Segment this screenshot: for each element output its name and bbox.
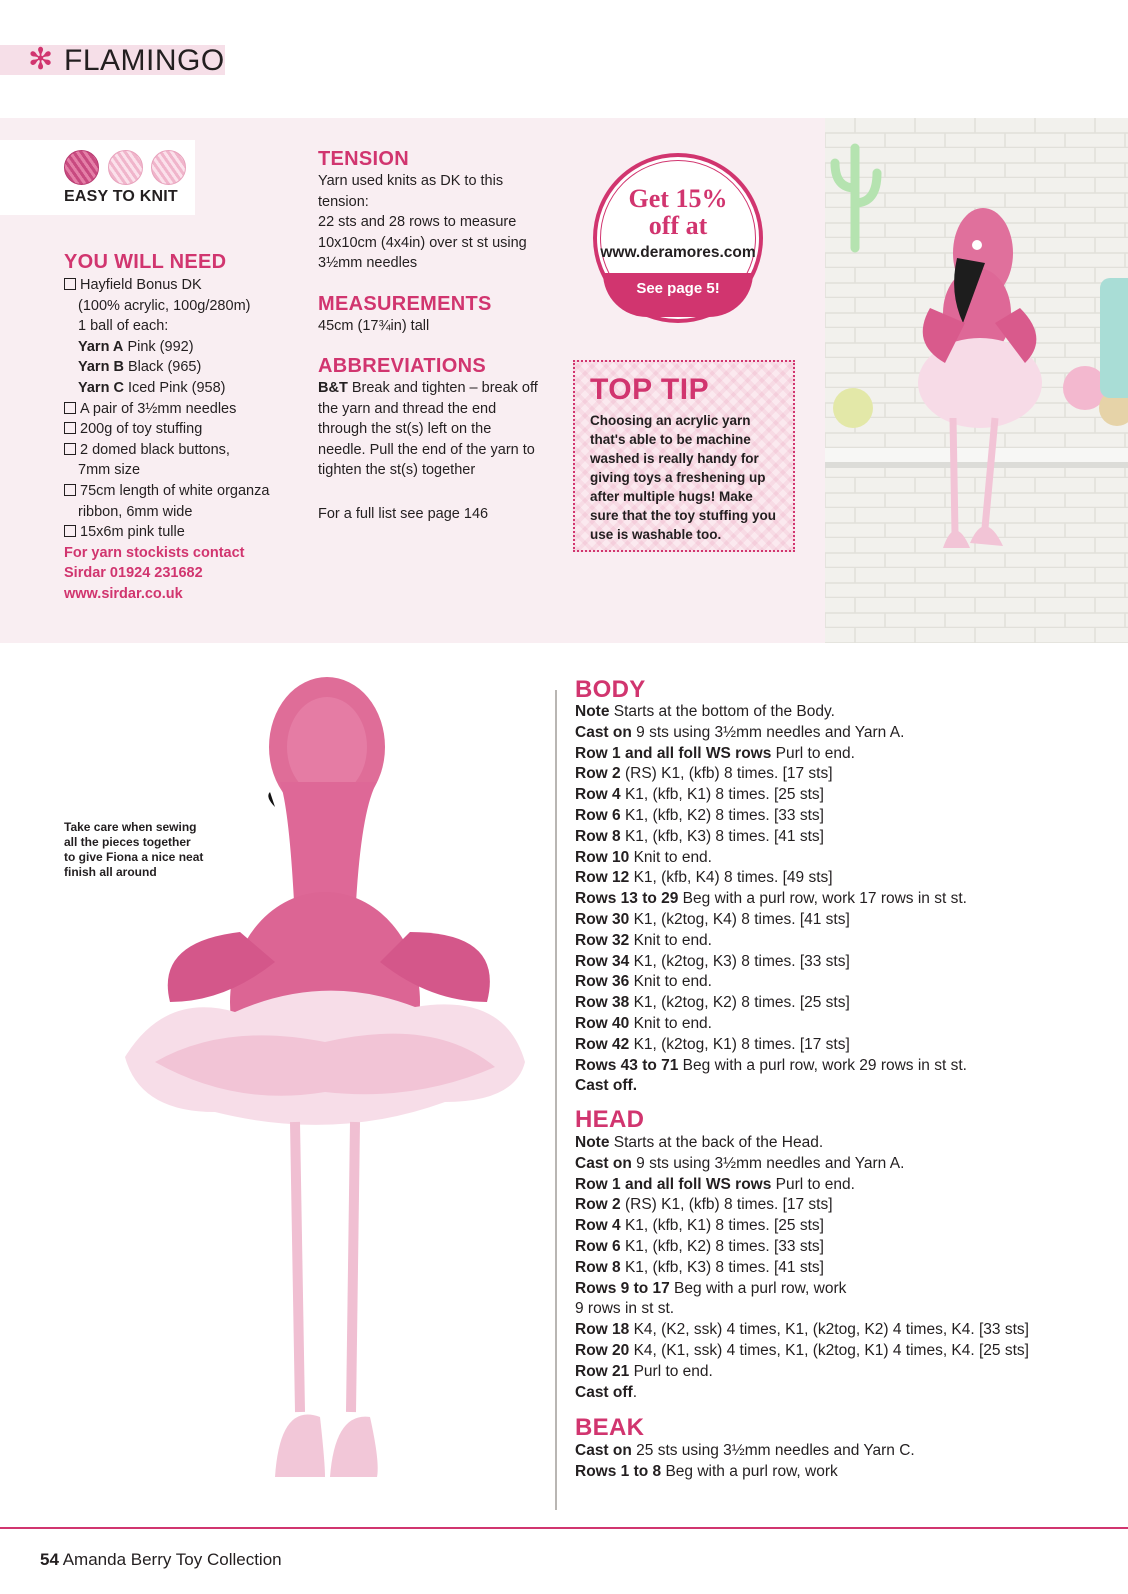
row-text: Purl to end. (771, 1175, 855, 1193)
row-label: Cast on (575, 723, 632, 741)
measurements-text: 45cm (17¾in) tall (318, 318, 430, 334)
row-text: Knit to end. (629, 1014, 712, 1032)
checkbox-icon (64, 525, 76, 537)
text-line: 3½mm needles (318, 255, 418, 272)
row-text: 9 sts using 3½mm needles and Yarn A. (631, 723, 905, 741)
row-label: Cast off. (575, 1077, 637, 1095)
yarn-colour: Black (965) (127, 359, 202, 376)
instruction-row (575, 1258, 1055, 1279)
checkbox-icon (64, 443, 76, 455)
instruction-row (575, 1035, 1055, 1056)
row-label: Row 32 (575, 931, 630, 949)
yarn-colour: Pink (992) (127, 338, 194, 355)
row-text: K1, (kfb, K3) 8 times. [41 sts] (620, 827, 824, 845)
instruction-row (575, 1441, 1055, 1462)
row-label: Row 6 (575, 806, 621, 824)
material-detail: (100% acrylic, 100g/280m) (78, 297, 251, 314)
caption-line: Take care when sewing (64, 820, 197, 834)
offer-headline (593, 185, 763, 239)
material-item: 75cm length of white organza (80, 482, 270, 499)
row-text: K4, (K2, ssk) 4 times, K1, (k2tog, K2) 4 times, K4. [33 sts] (629, 1321, 1029, 1339)
shelf-photo-illustration (825, 118, 1128, 643)
row-label: Row 36 (575, 973, 630, 991)
row-text: (RS) K1, (kfb) 8 times. [17 sts] (620, 1196, 833, 1214)
text-line: after multiple hugs! Make (590, 489, 753, 504)
row-text: K4, (K1, ssk) 4 times, K1, (k2tog, K1) 4 times, K4. [25 sts] (629, 1341, 1029, 1359)
checkbox-icon (64, 278, 76, 290)
instruction-row (575, 931, 1055, 952)
abbreviation-term: B&T (318, 380, 348, 396)
you-will-need-heading: YOU WILL NEED (64, 251, 227, 273)
instruction-row (575, 1320, 1055, 1341)
tension-heading: TENSION (318, 148, 409, 170)
instruction-row (575, 972, 1055, 993)
page-title: FLAMINGO (64, 44, 225, 77)
row-label: Row 6 (575, 1237, 621, 1255)
row-text: K1, (kfb, K2) 8 times. [33 sts] (620, 1237, 824, 1255)
row-text: (RS) K1, (kfb) 8 times. [17 sts] (620, 765, 833, 783)
yarn-label: Yarn A (78, 338, 124, 355)
text-line: sure that the toy stuffing you (590, 508, 777, 523)
row-label: Row 21 (575, 1362, 630, 1380)
stockist-contact: For yarn stockists contact (64, 544, 245, 561)
instruction-row (575, 952, 1055, 973)
instruction-row (575, 1154, 1055, 1175)
instruction-row (575, 723, 1055, 744)
row-label: Row 1 and all foll WS rows (575, 1175, 772, 1193)
row-label: Row 42 (575, 1035, 630, 1053)
row-label: Row 12 (575, 869, 630, 887)
row-text: Knit to end. (629, 931, 712, 949)
top-tip-text (590, 411, 790, 544)
text-line: Choosing an acrylic yarn (590, 413, 751, 428)
publication-title: Amanda Berry Toy Collection (62, 1550, 282, 1569)
abbreviations-heading: ABBREVIATIONS (318, 355, 486, 377)
instruction-row (575, 785, 1055, 806)
material-item: 200g of toy stuffing (80, 421, 203, 438)
row-label: Cast on (575, 1442, 632, 1459)
row-label: Row 2 (575, 765, 621, 783)
text-line: tighten the st(s) together (318, 462, 476, 479)
row-label: Row 18 (575, 1321, 630, 1339)
checkbox-icon (64, 422, 76, 434)
row-text: K1, (k2tog, K3) 8 times. [33 sts] (629, 952, 850, 970)
text-line: that's able to be machine (590, 432, 751, 447)
instruction-row (575, 1216, 1055, 1237)
material-item: 15x6m pink tulle (80, 524, 185, 541)
row-label: Row 2 (575, 1196, 621, 1214)
instruction-row (575, 868, 1055, 889)
instruction-row (575, 1299, 1055, 1320)
row-label: Row 1 and all foll WS rows (575, 744, 772, 762)
row-text: K1, (k2tog, K2) 8 times. [25 sts] (629, 994, 850, 1012)
material-item: 2 domed black buttons, (80, 441, 230, 458)
row-text: Purl to end. (629, 1362, 713, 1380)
row-label: Rows 43 to 71 (575, 1056, 679, 1074)
row-text: Beg with a purl row, work (661, 1462, 838, 1480)
offer-url[interactable]: www.deramores.com (600, 244, 756, 261)
text-line: washed is really handy for (590, 451, 759, 466)
row-text: Knit to end. (629, 848, 712, 866)
row-label: Row 10 (575, 848, 630, 866)
row-text: K1, (kfb, K1) 8 times. [25 sts] (620, 786, 824, 804)
tension-text (318, 171, 533, 274)
flamingo-shelf-photo (825, 118, 1128, 643)
row-text: Knit to end. (629, 973, 712, 991)
yarn-label: Yarn B (78, 359, 124, 376)
beak-instructions (575, 1441, 1055, 1483)
offer-see-page: See page 5! (636, 280, 720, 297)
row-text: K1, (kfb, K3) 8 times. [41 sts] (620, 1258, 824, 1276)
instruction-row (575, 1175, 1055, 1196)
material-item: Hayfield Bonus DK (80, 277, 202, 293)
row-label: Row 30 (575, 910, 630, 928)
measurements-heading: MEASUREMENTS (318, 293, 492, 315)
caption-line: finish all around (64, 865, 157, 879)
head-instructions (575, 1133, 1055, 1403)
text-line: 22 sts and 28 rows to measure (318, 214, 517, 231)
offer-line: off at (648, 211, 708, 240)
row-text: Starts at the back of the Head. (609, 1134, 824, 1151)
row-text: 9 sts using 3½mm needles and Yarn A. (631, 1154, 905, 1172)
abbreviations-text (318, 378, 540, 481)
body-instructions (575, 702, 1055, 1097)
body-heading: BODY (575, 676, 646, 703)
text-line: giving toys a freshening up (590, 470, 766, 485)
caption-line: to give Fiona a nice neat (64, 850, 204, 864)
row-text: K1, (kfb, K4) 8 times. [49 sts] (629, 869, 833, 887)
checkbox-icon (64, 484, 76, 496)
instruction-row (575, 1133, 1055, 1154)
row-text: K1, (k2tog, K4) 8 times. [41 sts] (629, 910, 850, 928)
instruction-row (575, 744, 1055, 765)
row-text: 25 sts using 3½mm needles and Yarn C. (631, 1442, 915, 1459)
row-text: K1, (kfb, K2) 8 times. [33 sts] (620, 806, 824, 824)
row-label: Row 20 (575, 1341, 630, 1359)
yarn-colour: Iced Pink (958) (127, 379, 226, 396)
offer-line: Get 15% (628, 184, 728, 213)
row-label: Row 34 (575, 952, 630, 970)
difficulty-label: EASY TO KNIT (64, 188, 178, 205)
instruction-row (575, 764, 1055, 785)
beak-heading: BEAK (575, 1414, 645, 1441)
text-line: the yarn and thread the end (318, 400, 497, 417)
instruction-row (575, 1279, 1055, 1300)
page-number: 54 (40, 1550, 59, 1569)
flamingo-photo (115, 672, 545, 1494)
row-label: Row 4 (575, 1217, 621, 1235)
instruction-row (575, 1195, 1055, 1216)
row-label: Note (575, 1134, 610, 1151)
row-text: Purl to end. (771, 744, 855, 762)
instruction-row (575, 993, 1055, 1014)
row-text: Beg with a purl row, work (669, 1279, 847, 1297)
yarn-ball-icon (108, 150, 143, 185)
material-detail: ribbon, 6mm wide (78, 503, 193, 520)
row-text: Beg with a purl row, work 29 rows in st st. (678, 1056, 967, 1074)
footer (40, 1550, 282, 1570)
instruction-row (575, 1462, 1055, 1483)
footer-rule (0, 1527, 1128, 1529)
yarn-ball-icon (151, 150, 186, 185)
text-line: tension: (318, 193, 369, 210)
instruction-row (575, 806, 1055, 827)
row-label: Rows 13 to 29 (575, 890, 679, 908)
instruction-row (575, 1383, 1055, 1404)
row-text: 9 rows in st st. (575, 1300, 675, 1318)
instruction-row (575, 848, 1055, 869)
row-label: Row 8 (575, 1258, 621, 1276)
instruction-row (575, 1076, 1055, 1097)
row-label: Note (575, 703, 610, 720)
row-label: Cast off (575, 1383, 633, 1401)
text-line: needle. Pull the end of the yarn to (318, 441, 535, 458)
instruction-row (575, 1237, 1055, 1258)
instruction-row (575, 1341, 1055, 1362)
instruction-row (575, 827, 1055, 848)
instruction-row (575, 1362, 1055, 1383)
caption-line: all the pieces together (64, 835, 191, 849)
material-detail: 1 ball of each: (78, 318, 169, 335)
materials-list (64, 275, 284, 605)
row-text: Starts at the bottom of the Body. (609, 703, 835, 720)
top-tip-heading: TOP TIP (590, 373, 710, 406)
row-text: . (632, 1383, 638, 1401)
material-item: A pair of 3½mm needles (80, 400, 237, 417)
instruction-row (575, 702, 1055, 723)
instruction-row (575, 1056, 1055, 1077)
text-line: use is washable too. (590, 527, 722, 542)
instruction-row (575, 889, 1055, 910)
stockist-url: www.sirdar.co.uk (64, 585, 183, 602)
text-line: through the st(s) left on the (318, 421, 492, 438)
row-label: Row 4 (575, 786, 621, 804)
instruction-row (575, 910, 1055, 931)
material-detail: 7mm size (78, 462, 141, 479)
text-line: 10x10cm (4x4in) over st st using (318, 234, 527, 251)
text-line: Break and tighten – break off (347, 380, 538, 396)
instruction-row (575, 1014, 1055, 1035)
column-divider (555, 690, 557, 1510)
row-text: K1, (kfb, K1) 8 times. [25 sts] (620, 1217, 824, 1235)
text-line: Yarn used knits as DK to this (318, 173, 504, 189)
photo-caption (64, 820, 214, 880)
yarn-label: Yarn C (78, 379, 124, 396)
row-text: Beg with a purl row, work 17 rows in st st. (678, 890, 967, 908)
row-label: Row 40 (575, 1014, 630, 1032)
row-label: Rows 9 to 17 (575, 1279, 670, 1297)
row-label: Row 38 (575, 994, 630, 1012)
checkbox-icon (64, 402, 76, 414)
head-heading: HEAD (575, 1106, 645, 1133)
yarn-ball-icon (64, 150, 99, 185)
row-text: K1, (k2tog, K1) 8 times. [17 sts] (629, 1035, 850, 1053)
full-list-note: For a full list see page 146 (318, 506, 489, 522)
row-label: Row 8 (575, 827, 621, 845)
row-label: Cast on (575, 1154, 632, 1172)
flower-icon: ✻ (28, 43, 54, 76)
row-label: Rows 1 to 8 (575, 1462, 662, 1480)
stockist-phone: Sirdar 01924 231682 (64, 565, 203, 582)
